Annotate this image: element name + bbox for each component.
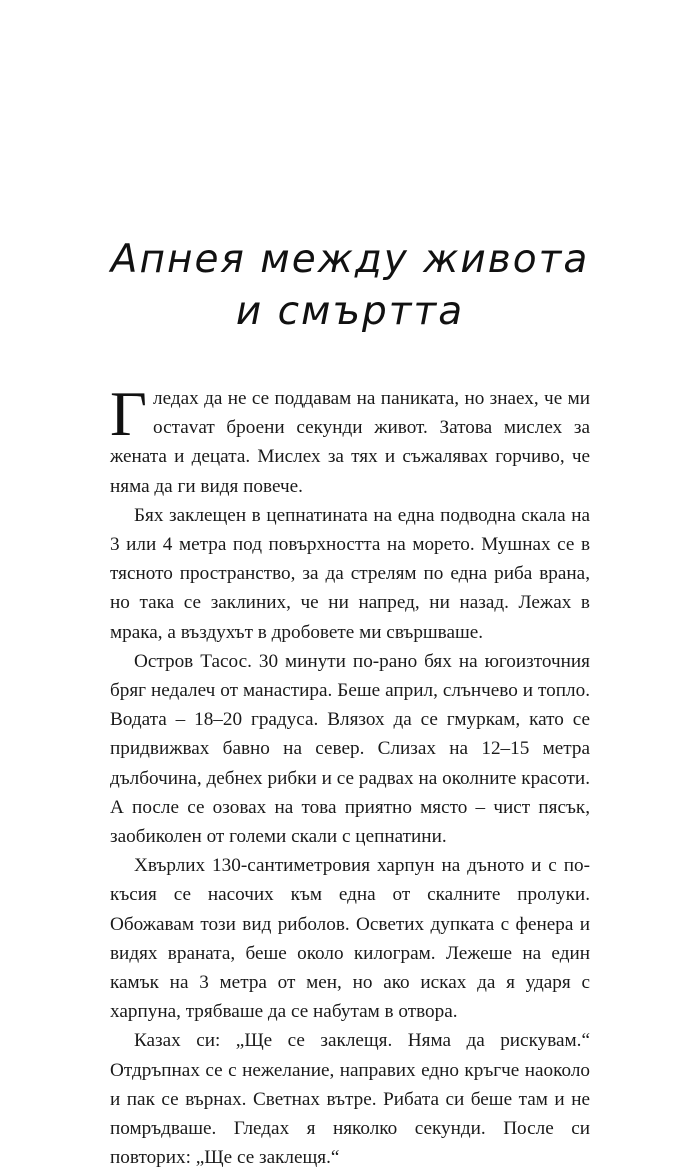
paragraph-1-text: ледах да не се поддавам на паниката, но знаех, че ми остаvат броени секунди живот. Затова мислех за жената и децата. Мислех за тях и съжалявах горчиво, че няма да ги видя повече. bbox=[110, 388, 590, 497]
paragraph-4: Хвърлих 130-сантиметровия харпун на дъното и с по-късия се насочих към една от скалните пролуки. Обожавам този вид риболов. Осветих дупката с фенера и видях враната, беше около килограм. Лежеше на един камък на 3 метра от мен, но ако исках да я ударя с харпуна, трябваше да се набутам в отвора. bbox=[110, 855, 590, 1023]
paragraph-2: Бях заклещен в цепнатината на една подводна скала на 3 или 4 метра под повърхността на морето. Мушнах се в тясното пространство, за да стрелям по една риба врана, но така се заклиних, че ни напред, ни назад. Лежах в мрака, а въздухът в дробовете ми свършваше. bbox=[110, 504, 590, 643]
paragraph-1 bbox=[110, 378, 590, 501]
chapter-title-line-1: Апнея между живота bbox=[110, 237, 590, 282]
chapter-title-line-2: и смъртта bbox=[235, 289, 465, 334]
paragraph-3: Остров Тасос. 30 минути по-рано бях на югоизточния бряг недалеч от манастира. Беше април, слънчево и топло. Водата – 18–20 градуса. Влязох да се гмуркам, като се придвижвах бавно на север. Слизах на 12–15 метра дълбочина, дебнех рибки и се радвах на околните красоти. А после се озовах на това приятно място – чист пясък, заобиколен от големи скали с цепнатини. bbox=[110, 650, 590, 848]
chapter-body bbox=[110, 378, 590, 1172]
paragraph-5: Казах си: „Ще се заклещя. Няма да рискувам.“ Отдръпнах се с нежелание, направих едно кръгче наоколо и пак се върнах. Светнах вътре. Рибата си беше там и не помръдваше. Гледах я няколко секунди. После си повторих: „Ще се заклещя.“ bbox=[110, 1030, 590, 1169]
drop-cap: Г bbox=[110, 378, 147, 449]
